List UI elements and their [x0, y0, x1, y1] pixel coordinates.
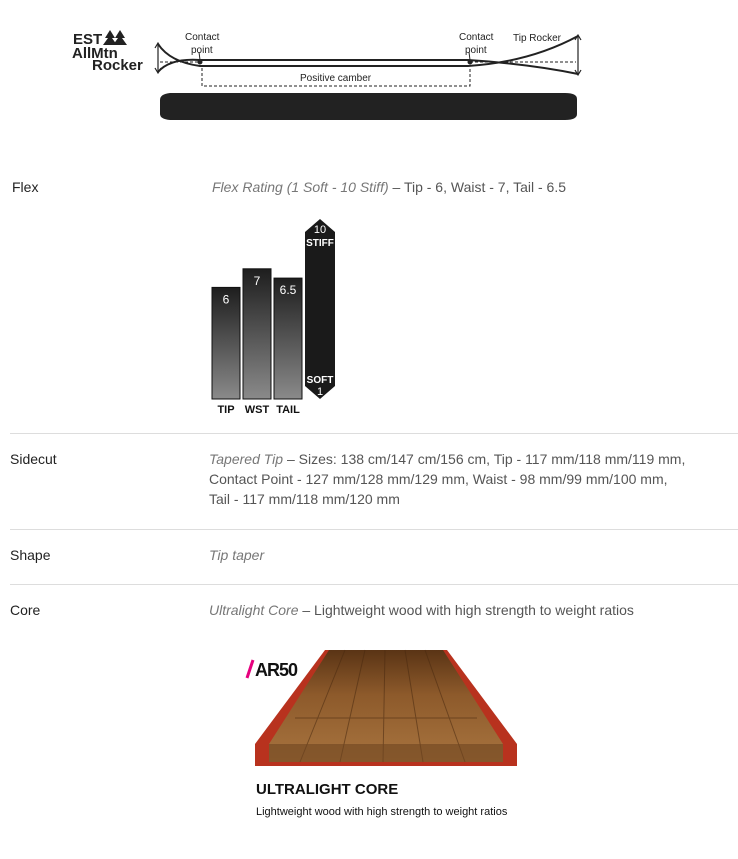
contact-point-right-label: Contact	[459, 32, 494, 43]
flex-label: Flex	[12, 179, 39, 195]
divider	[10, 529, 738, 530]
flex-scale-arrow	[305, 219, 335, 399]
core-title: ULTRALIGHT CORE	[256, 781, 399, 798]
core-italic: Ultralight Core	[209, 602, 299, 618]
flex-category-tail: TAIL	[276, 404, 300, 416]
core-caption: Lightweight wood with high strength to weight ratios	[256, 806, 508, 818]
flex-category-wst: WST	[244, 404, 270, 416]
flex-description	[212, 177, 566, 197]
flex-scale-bottom-label: SOFT	[306, 375, 334, 386]
flex-rating-italic: Flex Rating (1 Soft - 10 Stiff)	[212, 179, 389, 195]
logo-line-3: Rocker	[92, 57, 143, 74]
shape-label: Shape	[10, 547, 51, 563]
flex-category-tip: TIP	[217, 404, 235, 416]
ar50-text: AR50	[255, 660, 298, 680]
flex-scale-bottom-value: 1	[316, 386, 324, 398]
flex-bar-value-tip: 6	[222, 292, 230, 307]
sidecut-italic: Tapered Tip	[209, 451, 284, 467]
logo-line-1: EST	[73, 31, 103, 48]
shape-description	[209, 545, 264, 565]
positive-camber-label: Positive camber	[300, 73, 372, 84]
tip-rocker-label: Tip Rocker	[513, 33, 561, 44]
ski-profile-diagram	[60, 22, 590, 132]
sidecut-description	[209, 449, 685, 509]
core-desc-rest: – Lightweight wood with high strength to weight ratios	[298, 602, 634, 618]
divider	[10, 584, 738, 585]
flex-bar-value-tail: 6.5	[279, 283, 297, 298]
shape-italic: Tip taper	[209, 547, 265, 563]
sidecut-label: Sidecut	[10, 451, 57, 467]
core-description	[209, 600, 634, 620]
flex-chart	[205, 216, 355, 421]
sidecut-line-3: Tail - 117 mm/118 mm/120 mm	[209, 491, 400, 507]
core-image	[255, 648, 517, 770]
contact-point-right-label-2: point	[465, 45, 487, 56]
flex-rating-values: – Tip - 6, Waist - 7, Tail - 6.5	[388, 179, 567, 195]
core-label: Core	[10, 602, 41, 618]
flex-bar-value-wst: 7	[253, 273, 261, 288]
logo-line-2: AllMtn	[72, 45, 118, 62]
flex-scale-top-label: STIFF	[306, 238, 334, 249]
contact-point-left-label: Contact	[185, 32, 220, 43]
sidecut-line-2: Contact Point - 127 mm/128 mm/129 mm, Waist - 98 mm/99 mm/100 mm,	[209, 471, 668, 487]
ski-top-view	[160, 93, 577, 120]
sidecut-sizes: – Sizes: 138 cm/147 cm/156 cm, Tip - 117 mm/118 mm/119 mm,	[283, 451, 686, 467]
contact-point-left-label-2: point	[191, 45, 213, 56]
divider	[10, 433, 738, 434]
flex-scale-top-value: 10	[313, 224, 327, 236]
brand-logo	[72, 30, 143, 74]
flex-bar-wst	[243, 269, 271, 399]
